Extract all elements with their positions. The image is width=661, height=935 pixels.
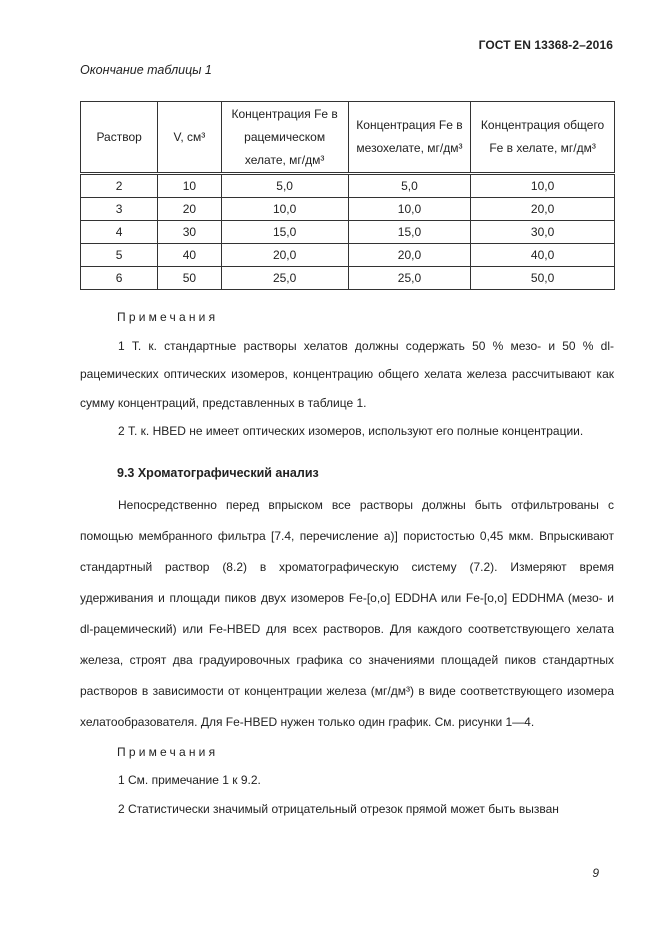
section-paragraph: Непосредственно перед впрыском все растворы должны быть отфильтрованы с помощью мембранного фильтра [7.4, перечисление а)] пористостью 0,45 мкм. Впрыскивают стандартный раствор (8.2) в хроматографическую систему (7.2). Измеряют время удерживания и площади пиков двух изомеров Fe-[о,о] EDDHA или Fe-[о,о] EDDHMA (мезо- и dl-рацемический) или Fe-HBED для всех растворов. Для каждого соответствующего хелата железа, строят два градуировочных графика со значениями площадей пиков стандартных растворов в зависимости от концентрации железа (мг/дм³) в виде соответствующего изомера хелатообразователя. Для Fe-HBED нужен только один график. См. рисунки 1—4. bbox=[80, 497, 614, 729]
note-item: 2 Т. к. HBED не имеет оптических изомеров, используют его полные концентрации. bbox=[118, 424, 584, 438]
table-cell: 10,0 bbox=[348, 198, 470, 221]
table-cell: 25,0 bbox=[221, 267, 348, 290]
table-row bbox=[81, 244, 615, 267]
page-number: 9 bbox=[592, 866, 599, 880]
column-header-volume: V, см³ bbox=[158, 102, 221, 174]
table-cell: 6 bbox=[81, 267, 158, 290]
table-cell: 20,0 bbox=[221, 244, 348, 267]
table-row bbox=[81, 174, 615, 198]
concentration-table bbox=[80, 101, 615, 290]
table-cell: 40,0 bbox=[471, 244, 615, 267]
table-cell: 30 bbox=[158, 221, 221, 244]
notes-title: Примечания bbox=[117, 310, 219, 324]
table-cell: 5,0 bbox=[348, 174, 470, 198]
column-header-total-fe: Концентрация общего Fe в хелате, мг/дм³ bbox=[471, 102, 615, 174]
note-item: 1 См. примечание 1 к 9.2. bbox=[118, 773, 261, 787]
table-cell: 5,0 bbox=[221, 174, 348, 198]
document-standard-header: ГОСТ EN 13368-2–2016 bbox=[478, 38, 613, 52]
table-cell: 10 bbox=[158, 174, 221, 198]
table-caption: Окончание таблицы 1 bbox=[80, 63, 212, 77]
table-row bbox=[81, 267, 615, 290]
table-cell: 10,0 bbox=[221, 198, 348, 221]
table-header-row bbox=[81, 102, 615, 174]
notes-title: Примечания bbox=[117, 744, 219, 759]
table-cell: 20,0 bbox=[348, 244, 470, 267]
table-cell: 3 bbox=[81, 198, 158, 221]
column-header-racemic-fe: Концентрация Fe в рацемическом хелате, мг/дм³ bbox=[221, 102, 348, 174]
table-cell: 20 bbox=[158, 198, 221, 221]
table-cell: 4 bbox=[81, 221, 158, 244]
notes-block-1 bbox=[80, 303, 614, 446]
column-header-solution: Раствор bbox=[81, 102, 158, 174]
table-cell: 10,0 bbox=[471, 174, 615, 198]
note-item: 2 Статистически значимый отрицательный отрезок прямой может быть вызван bbox=[118, 801, 559, 816]
table-cell: 25,0 bbox=[348, 267, 470, 290]
table-cell: 50,0 bbox=[471, 267, 615, 290]
table-cell: 2 bbox=[81, 174, 158, 198]
table-cell: 15,0 bbox=[348, 221, 470, 244]
table-row bbox=[81, 221, 615, 244]
table-row bbox=[81, 198, 615, 221]
notes-block-2 bbox=[80, 738, 614, 824]
table-cell: 20,0 bbox=[471, 198, 615, 221]
column-header-meso-fe: Концентрация Fe в мезохелате, мг/дм³ bbox=[348, 102, 470, 174]
table-cell: 5 bbox=[81, 244, 158, 267]
body-text bbox=[80, 303, 614, 823]
table-cell: 30,0 bbox=[471, 221, 615, 244]
table-cell: 40 bbox=[158, 244, 221, 267]
note-item: 1 Т. к. стандартные растворы хелатов должны содержать 50 % мезо- и 50 % dl-рацемических оптических изомеров, концентрацию общего хелата железа рассчитывают как сумму концентраций, представленных в таблице 1. bbox=[80, 338, 614, 410]
table-cell: 15,0 bbox=[221, 221, 348, 244]
table-cell: 50 bbox=[158, 267, 221, 290]
section-heading: 9.3 Хроматографический анализ bbox=[117, 465, 319, 480]
